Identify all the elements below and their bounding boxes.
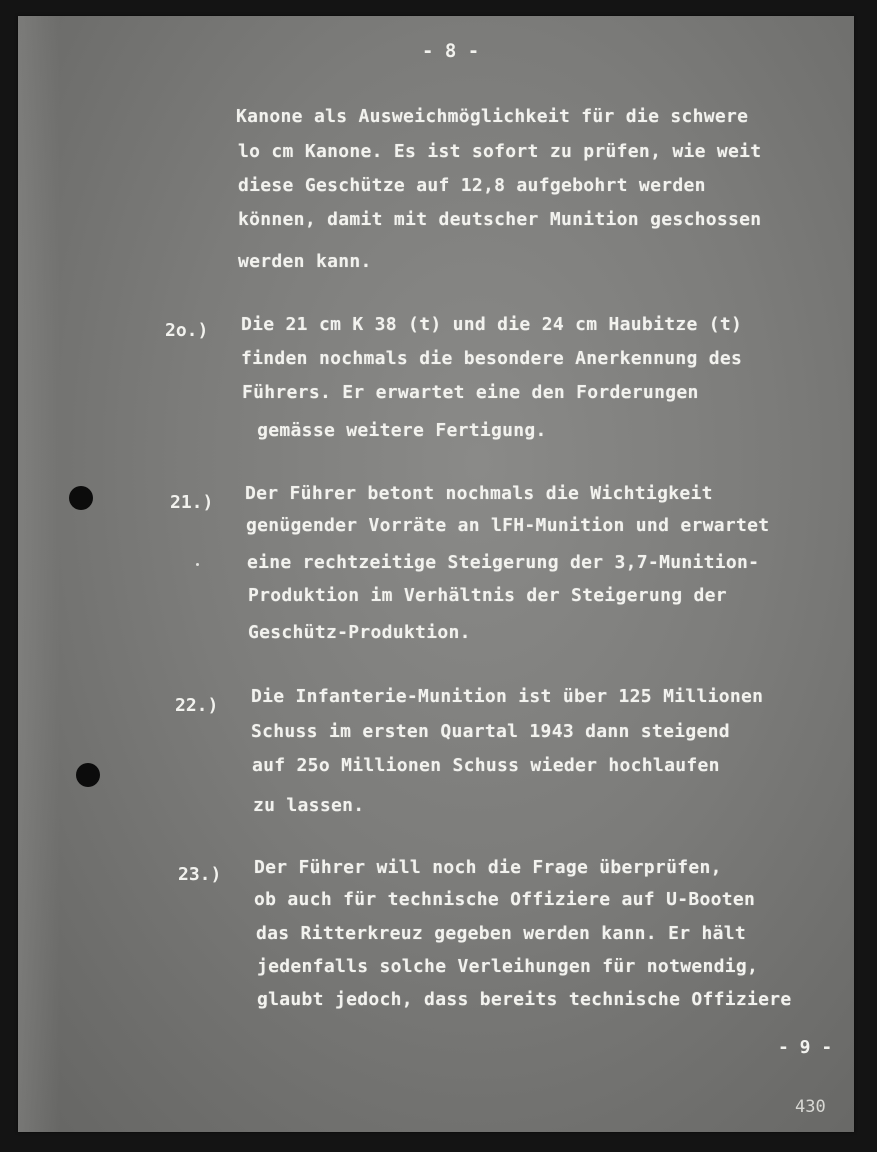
text-line: genügender Vorräte an lFH-Munition und erwartet: [246, 515, 770, 536]
text-line: diese Geschütze auf 12,8 aufgebohrt werden: [238, 175, 706, 196]
text-line: jedenfalls solche Verleihungen für notwendig,: [257, 956, 759, 977]
text-line: Geschütz-Produktion.: [248, 622, 471, 643]
text-line: Produktion im Verhältnis der Steigerung der: [248, 585, 727, 606]
item-number: 22.): [175, 695, 219, 716]
paper-speck: [196, 563, 199, 566]
text-line: Kanone als Ausweichmöglichkeit für die schwere: [236, 106, 749, 127]
text-line: Die Infanterie-Munition ist über 125 Millionen: [251, 686, 764, 707]
item-number: 2o.): [165, 320, 209, 341]
text-line: Schuss im ersten Quartal 1943 dann steigend: [251, 721, 730, 742]
text-line: können, damit mit deutscher Munition geschossen: [238, 209, 762, 230]
text-line: auf 25o Millionen Schuss wieder hochlaufen: [252, 755, 720, 776]
item-number: 23.): [178, 864, 222, 885]
text-line: eine rechtzeitige Steigerung der 3,7-Munition-: [247, 552, 760, 573]
text-line: finden nochmals die besondere Anerkennung des: [241, 348, 743, 369]
next-page-indicator: - 9 -: [778, 1037, 833, 1058]
text-line: glaubt jedoch, dass bereits technische Offiziere: [257, 989, 792, 1010]
text-line: zu lassen.: [253, 795, 365, 816]
archive-number: 430: [795, 1097, 826, 1117]
punch-hole-lower: [76, 763, 100, 787]
text-line: Führers. Er erwartet eine den Forderungen: [242, 382, 699, 403]
text-line: Der Führer betont nochmals die Wichtigkeit: [245, 483, 713, 504]
text-line: Die 21 cm K 38 (t) und die 24 cm Haubitze (t): [241, 314, 743, 335]
page-number-header: - 8 -: [422, 40, 480, 62]
text-line: gemässe weitere Fertigung.: [246, 420, 547, 441]
punch-hole-upper: [69, 486, 93, 510]
page-edge-shading: [18, 16, 60, 1132]
text-line: werden kann.: [238, 251, 372, 272]
text-line: lo cm Kanone. Es ist sofort zu prüfen, wie weit: [238, 141, 762, 162]
text-line: ob auch für technische Offiziere auf U-Booten: [254, 889, 756, 910]
item-number: 21.): [170, 492, 214, 513]
text-line: das Ritterkreuz gegeben werden kann. Er hält: [256, 923, 747, 944]
text-line: Der Führer will noch die Frage überprüfen,: [254, 857, 722, 878]
